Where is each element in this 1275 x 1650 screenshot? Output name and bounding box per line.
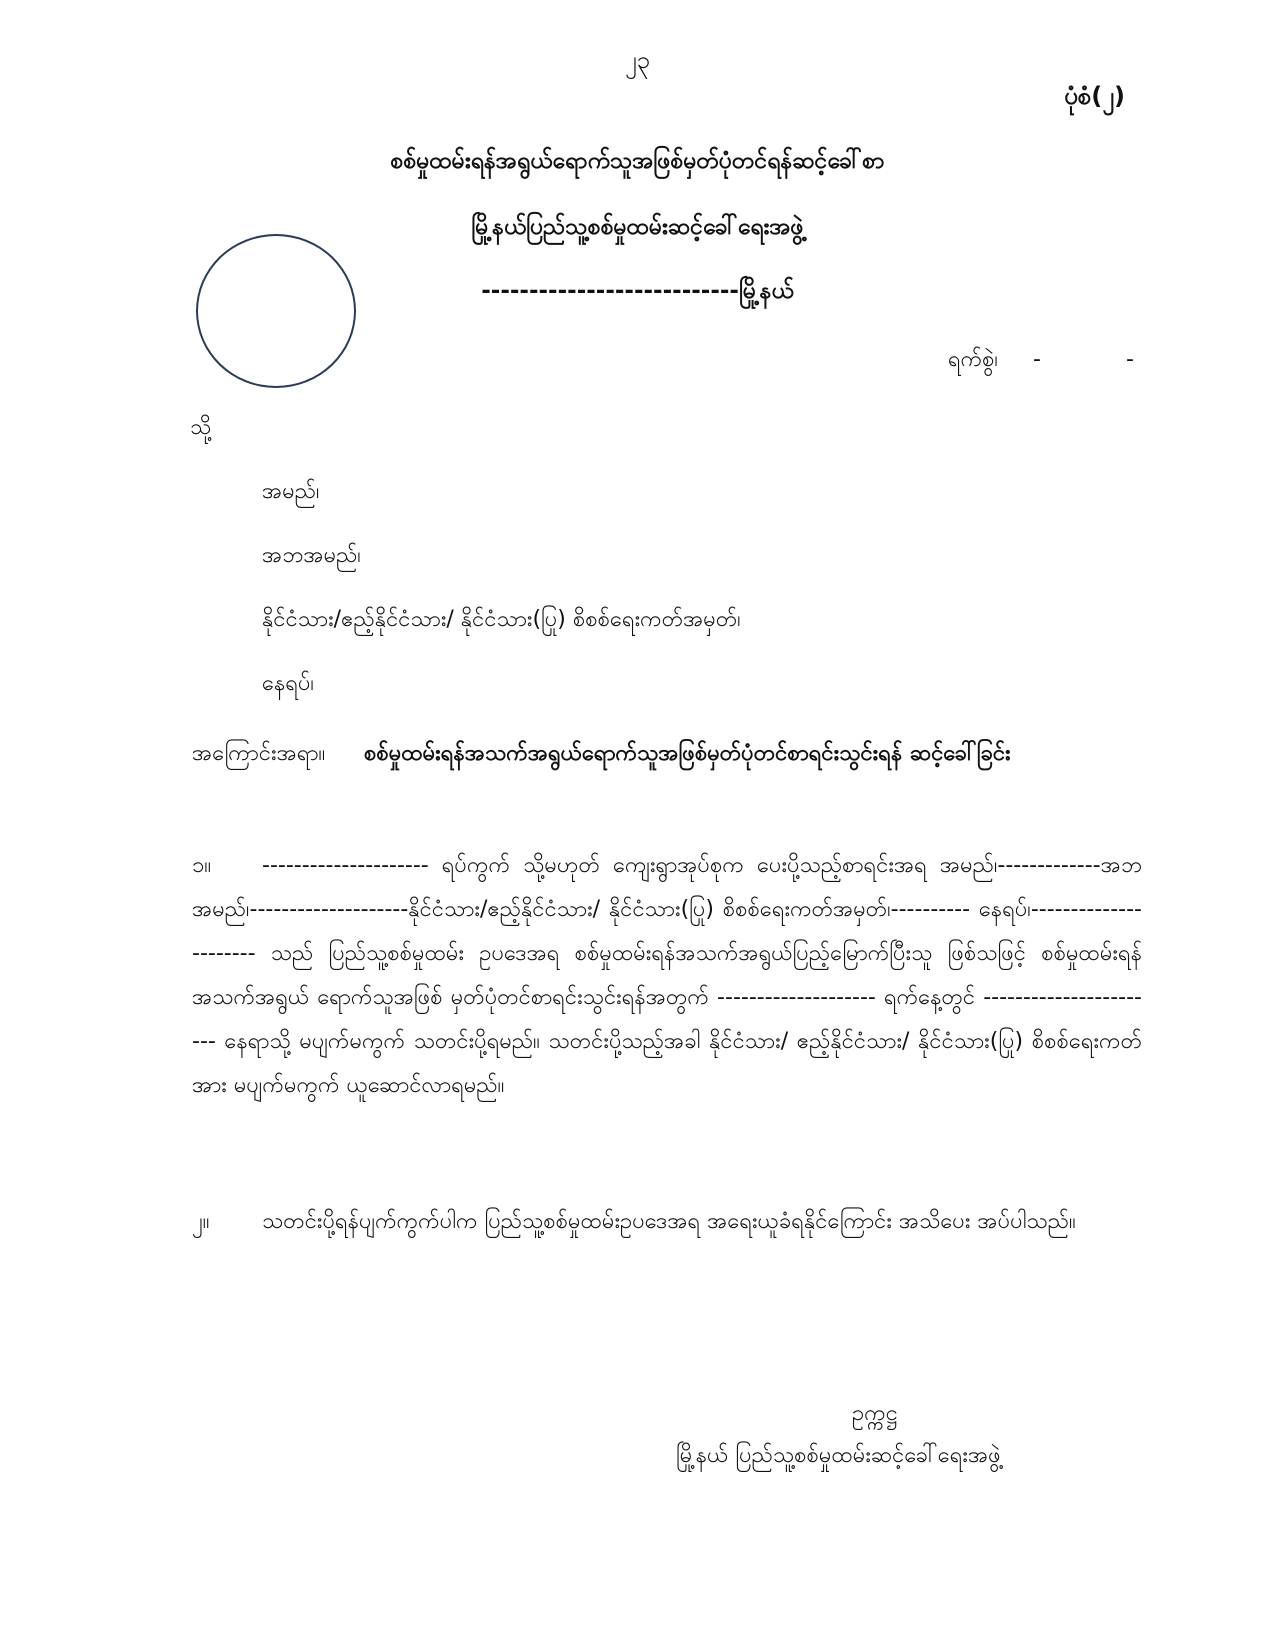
to-label: သို့ bbox=[190, 415, 212, 440]
township-line: ---------------------------မြို့နယ် bbox=[481, 278, 794, 304]
paragraph-text: --------------------- ရပ်ကွက် သို့မဟုတ် ကျေးရွာအုပ်စုက ပေးပို့သည့်စာရင်းအရ အမည်၊-------------အဘအမည်၊--------------------နိုင်ငံသား/ဧည့်နိုင်ငံသား/ နိုင်ငံသား(ပြု) စိစစ်ရေးကတ်အမှတ်၊---------- နေရပ်၊---------------------- သည် ပြည်သူ့စစ်မှုထမ်း ဥပဒေအရ စစ်မှုထမ်းရန်အသက်အရွယ်ပြည့်မြောက်ပြီးသူ ဖြစ်သဖြင့် စစ်မှုထမ်းရန် အသက်အရွယ် ရောက်သူအဖြစ် မှတ်ပုံတင်စာရင်းသွင်းရန်အတွက် -------------------- ရက်နေ့တွင် ----------------------- နေရာသို့ မပျက်မကွက် သတင်းပို့ရမည်။ သတင်းပို့သည့်အခါ နိုင်ငံသား/ ဧည့်နိုင်ငံသား/ နိုင်ငံသား(ပြု) စိစစ်ရေးကတ်အား မပျက်မကွက် ယူဆောင်လာရမည်။ bbox=[192, 853, 1142, 1098]
date-separator: - bbox=[1125, 347, 1134, 372]
subject-label: အကြောင်းအရာ။ bbox=[192, 741, 326, 766]
paragraph-number: ၂။ bbox=[192, 1209, 210, 1234]
seal-placeholder bbox=[196, 234, 356, 388]
form-number: ပုံစံ(၂) bbox=[1064, 82, 1125, 110]
paragraph-1 bbox=[192, 844, 1142, 1108]
document-title: စစ်မှုထမ်းရန်အရွယ်ရောက်သူအဖြစ်မှတ်ပုံတင်ရန်ဆင့်ခေါ်စာ bbox=[390, 148, 885, 174]
issuing-body: မြို့နယ်ပြည်သူ့စစ်မှုထမ်းဆင့်ခေါ်ရေးအဖွဲ့ bbox=[471, 214, 804, 240]
paragraph-text: သတင်းပို့ရန်ပျက်ကွက်ပါက ပြည်သူ့စစ်မှုထမ်းဥပဒေအရ အရေးယူခံရနိုင်ကြောင်း အသိပေး အပ်ပါသည်။ bbox=[262, 1209, 1076, 1234]
date-label: ရက်စွဲ၊ bbox=[948, 347, 999, 372]
paragraph-number: ၁။ bbox=[192, 853, 212, 878]
subject bbox=[192, 732, 1142, 776]
date-separator: - bbox=[1033, 347, 1041, 372]
subject-text: စစ်မှုထမ်းရန်အသက်အရွယ်ရောက်သူအဖြစ်မှတ်ပုံတင်စာရင်းသွင်းရန် ဆင့်ခေါ်ခြင်း bbox=[364, 741, 1011, 766]
paragraph-2 bbox=[192, 1200, 1142, 1244]
signature-title: ဥက္ကဋ္ဌ bbox=[852, 1401, 898, 1426]
name-field: အမည်၊ bbox=[262, 479, 320, 504]
signature-org: မြို့နယ် ပြည်သူ့စစ်မှုထမ်းဆင့်ခေါ်ရေးအဖွဲ့ bbox=[676, 1443, 1001, 1468]
nrc-field: နိုင်ငံသား/ဧည့်နိုင်ငံသား/ နိုင်ငံသား(ပြု) စိစစ်ရေးကတ်အမှတ်၊ bbox=[262, 607, 741, 632]
father-name-field: အဘအမည်၊ bbox=[262, 543, 361, 568]
address-field: နေရပ်၊ bbox=[262, 671, 314, 696]
page-number: ၂၃ bbox=[624, 46, 651, 74]
date-row bbox=[948, 344, 1134, 377]
